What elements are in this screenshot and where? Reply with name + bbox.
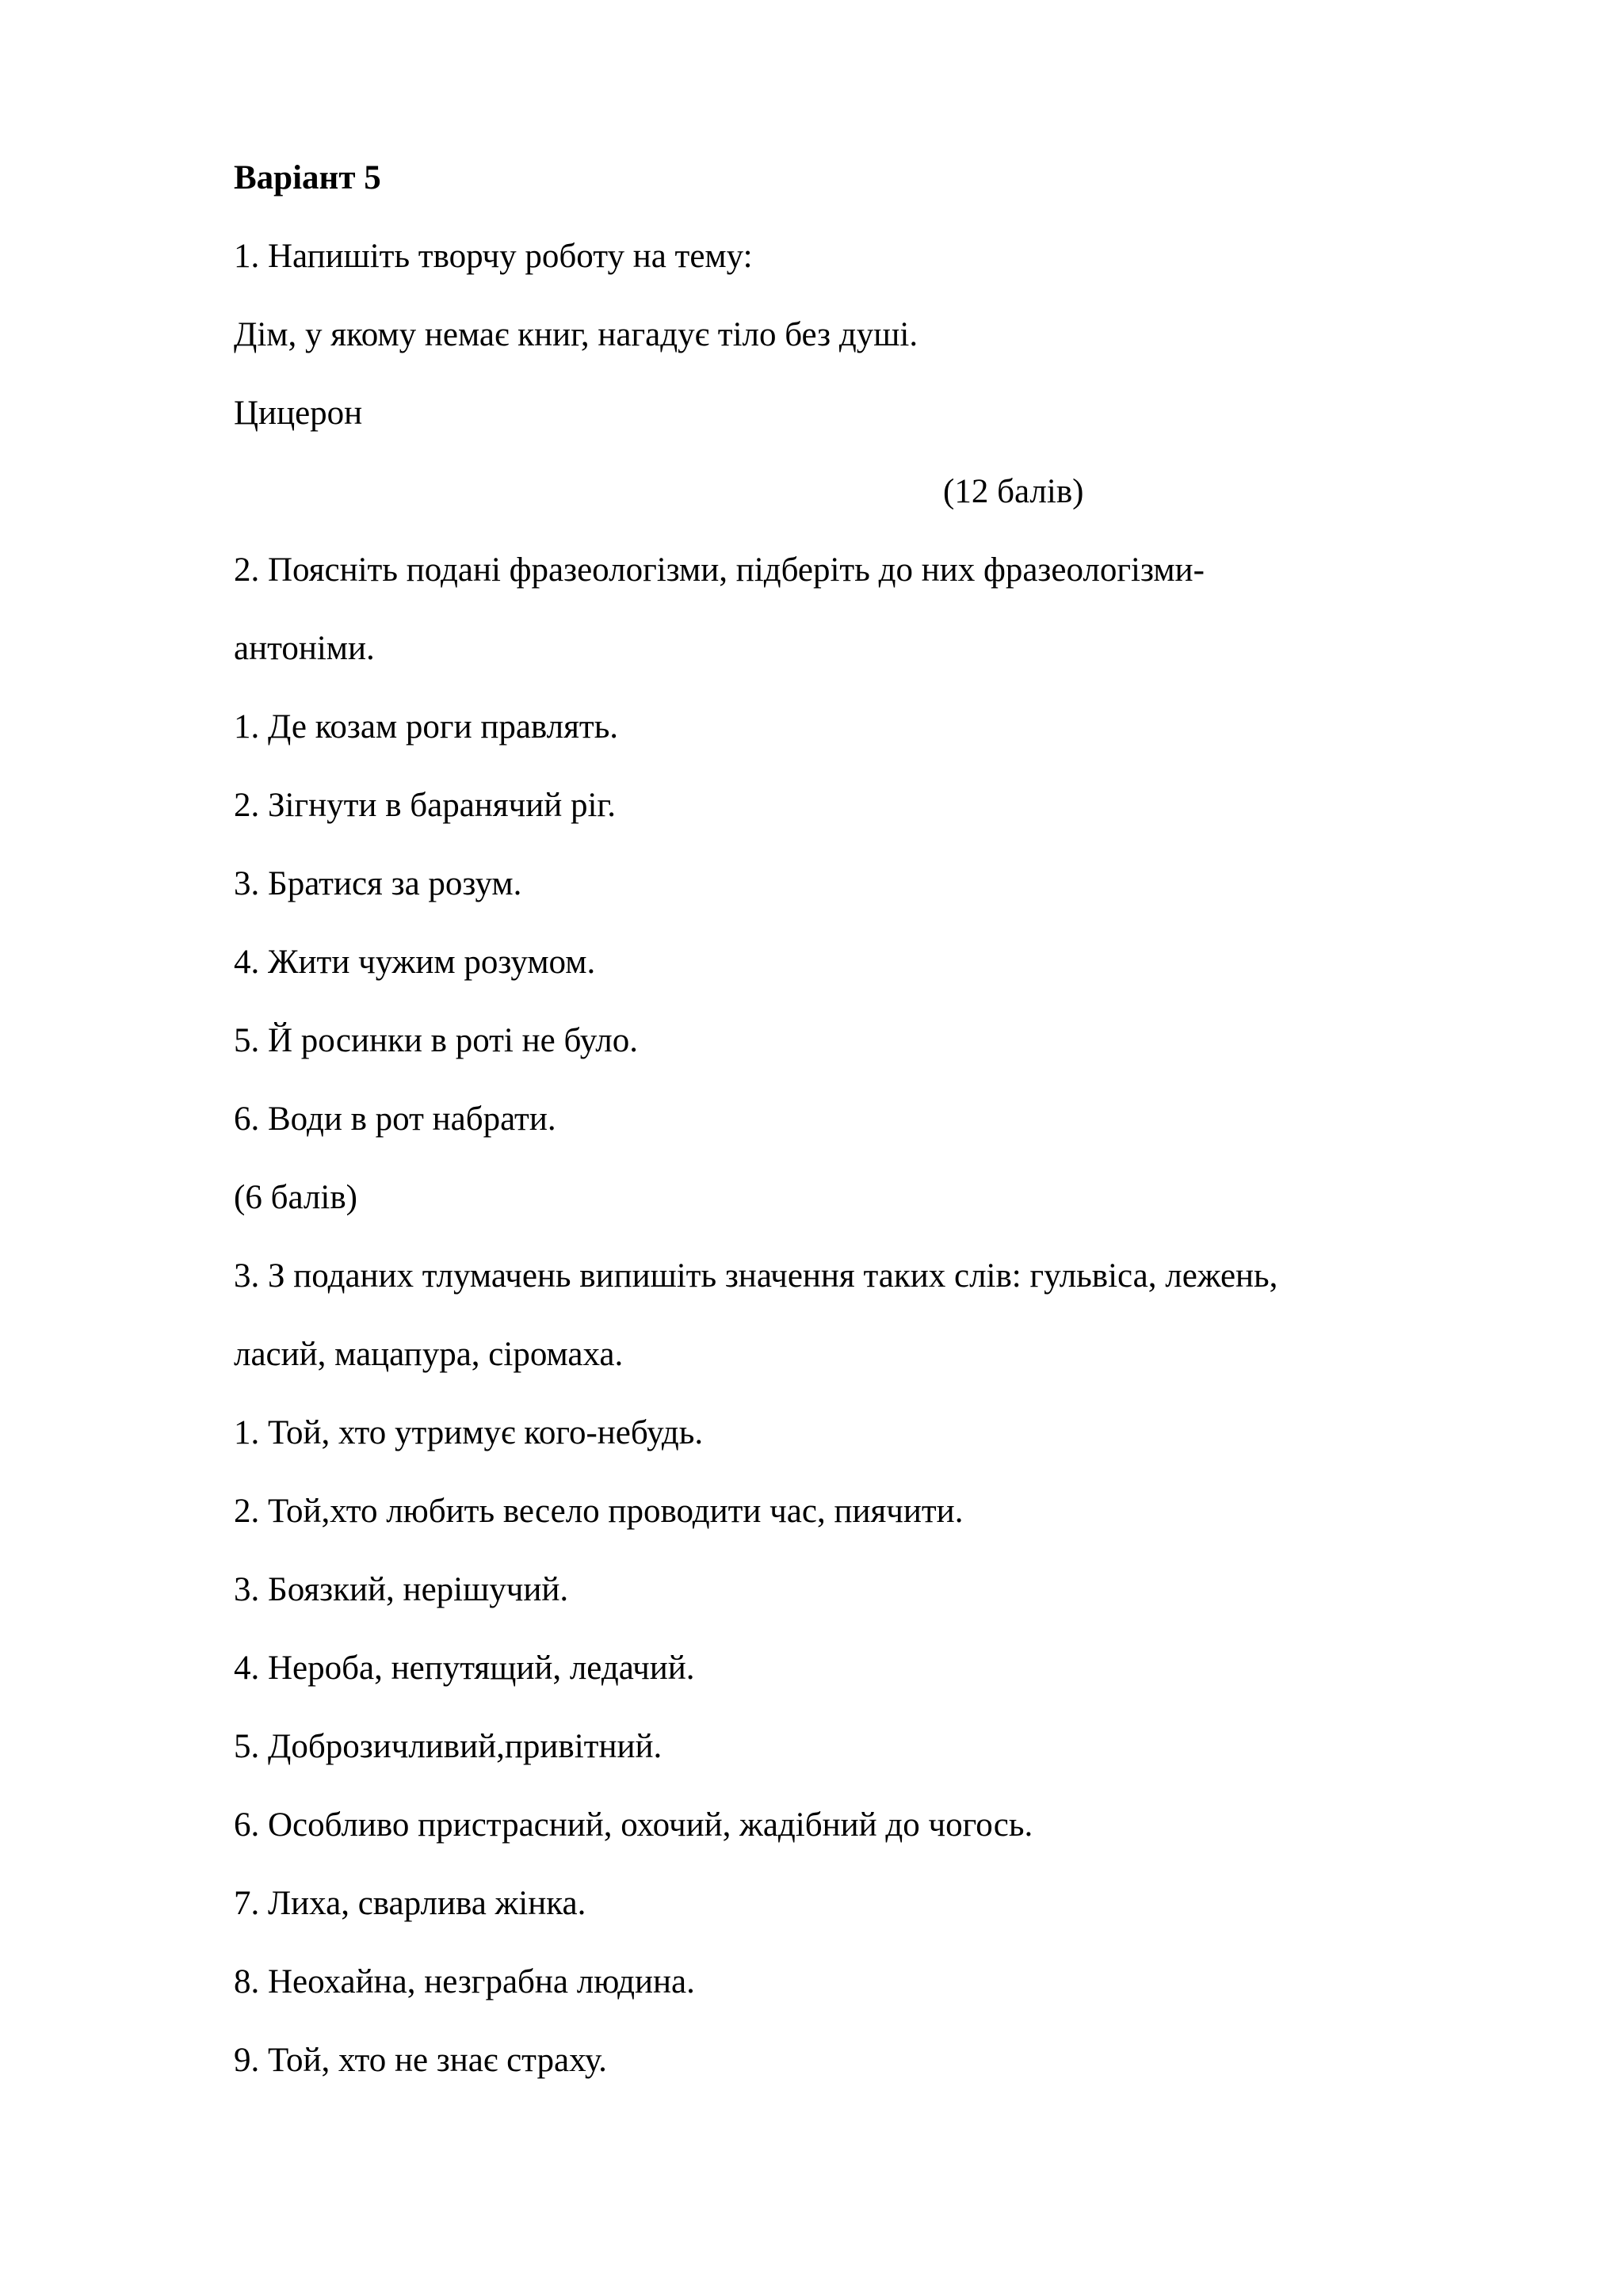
task3-item: 9. Той, хто не знає страху. [234,2042,607,2079]
task3-item: 5. Доброзичливий,привітний. [234,1728,663,1765]
task3-item: 8. Неохайна, незграбна людина. [234,1963,695,2000]
task3-item: 7. Лиха, сварлива жінка. [234,1885,586,1922]
task3-item: 3. Боязкий, нерішучий. [234,1571,569,1608]
task3-prompt-line2: ласий, мацапура, сіромаха. [234,1336,624,1373]
task1-quote: Дім, у якому немає книг, нагадує тіло без душі. [234,316,918,353]
task2-item: 6. Води в рот набрати. [234,1100,556,1138]
task2-prompt-line2: антоніми. [234,630,375,667]
task1-prompt: 1. Напишіть творчу роботу на тему: [234,238,753,275]
task2-item: 1. Де козам роги правлять. [234,708,619,746]
task3-item: 2. Той,хто любить весело проводити час, пиячити. [234,1493,964,1530]
task2-points: (6 балів) [234,1179,357,1216]
task2-item: 3. Братися за розум. [234,865,522,902]
task2-item: 4. Жити чужим розумом. [234,944,596,981]
task3-item: 1. Той, хто утримує кого-небудь. [234,1414,704,1451]
task2-item: 5. Й росинки в роті не було. [234,1022,639,1059]
document-title: Варіант 5 [234,159,381,196]
task3-prompt-line1: 3. З поданих тлумачень випишіть значення таких слів: гульвіса, лежень, [234,1257,1278,1295]
task1-author: Цицерон [234,395,363,432]
task2-prompt-line1: 2. Поясніть подані фразеологізми, підберіть до них фразеологізми- [234,551,1205,589]
task3-item: 4. Нероба, непутящий, ледачий. [234,1650,695,1687]
task2-item: 2. Зігнути в баранячий ріг. [234,787,616,824]
task1-points: (12 балів) [943,473,1084,510]
task3-item: 6. Особливо пристрасний, охочий, жадібний до чогось. [234,1806,1033,1844]
